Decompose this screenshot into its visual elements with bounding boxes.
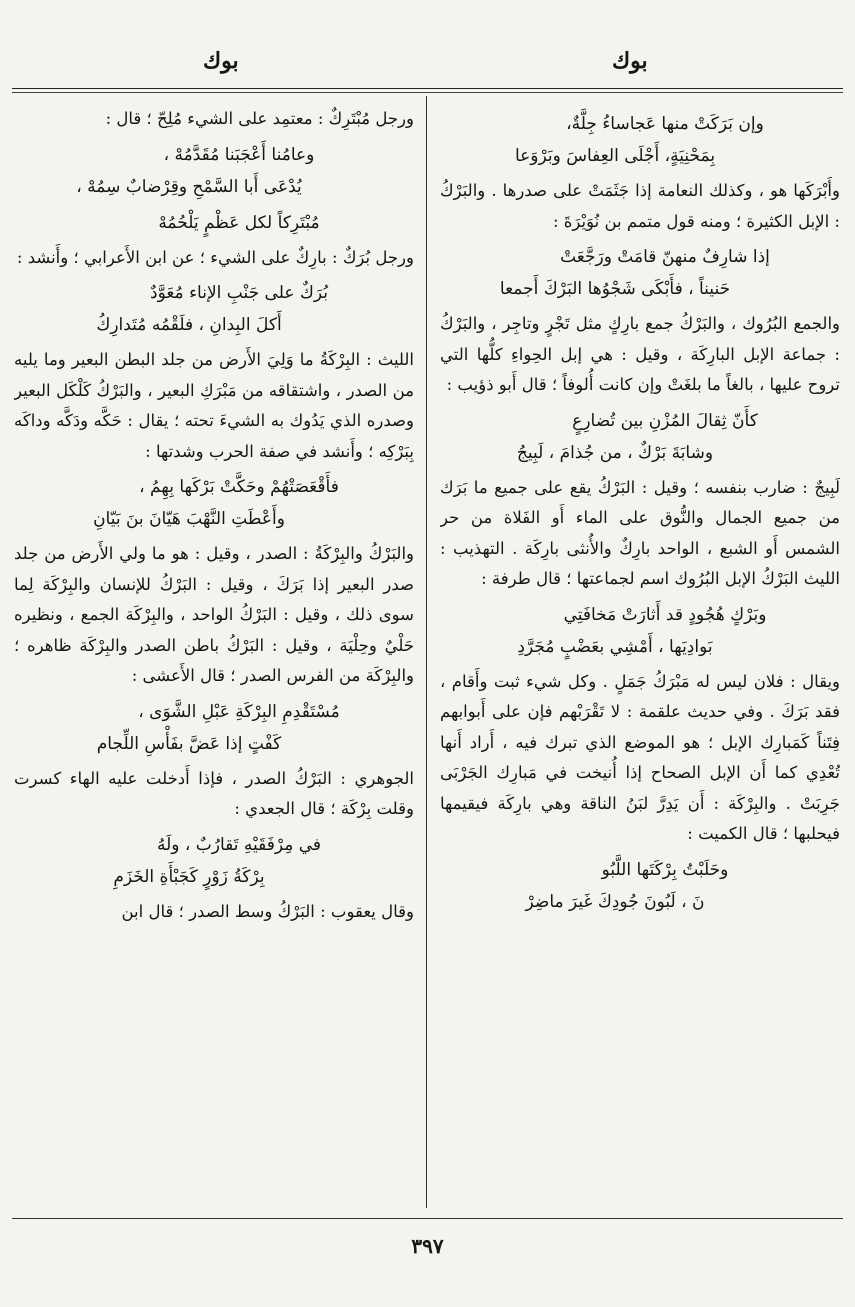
prose-paragraph: الجوهري : البَرْكُ الصدر ، فإذا أَدخلت عليه الهاء كسرت وقلت بِرْكَة ؛ قال الجعدي : <box>14 768 414 818</box>
verse-block <box>440 108 840 172</box>
header-rule-secondary <box>12 92 843 93</box>
verse-block <box>440 854 840 918</box>
verse-line: مُسْتَقْدِمِ البِرْكَةِ عَبْلِ الشَّوَى ، <box>138 701 340 722</box>
verse-line: وعامُنا أَعْجَبَنا مُقَدَّمُهْ ، <box>163 144 315 165</box>
verse-line: حَنيناً ، فأَبْكَى شَجْوُها البَرْكَ أَجمعا <box>499 279 731 299</box>
verse-line: وأَعْطَتِ النَّهْبَ هَيّانَ بنَ بَيّانِ <box>93 509 285 529</box>
verse-line: نَ ، لَبُونَ جُودِكَ غَيرَ ماضِرْ <box>525 891 705 912</box>
prose-paragraph: ورجل بُرَكٌ : بارِكٌ على الشيء ؛ عن ابن الأَعرابي ؛ وأَنشد : <box>16 247 414 267</box>
footer-rule <box>12 1218 843 1219</box>
verse-line: بَوادِيَها ، أَمْشِي بعَضْبٍ مُجَرَّدِ <box>517 636 713 657</box>
right-column <box>440 104 840 1210</box>
prose-paragraph: وقال يعقوب : البَرْكُ وسط الصدر ؛ قال ابن <box>121 901 414 921</box>
verse-block <box>440 599 840 663</box>
verse-line: وشابَةَ بَرْكٌ ، من جُذامَ ، لَبِيجُ <box>516 442 714 463</box>
verse-line: وإن بَرَكَتْ منها عَجاساءُ جِلَّةٌ، <box>566 114 764 134</box>
running-header-left: بوك <box>203 48 239 74</box>
prose-paragraph: وأَبْرَكَها هو ، وكذلك النعامة إذا جَثَمَتْ على صدرها . والبَرْكُ : الإبل الكثيرة ؛ ومنه قول متمم بن نُوَيْرَةَ : <box>440 181 840 231</box>
verse-block <box>14 207 414 239</box>
prose-paragraph: والبَرْكُ والبِرْكَةُ : الصدر ، وقيل : هو ما ولي الأَرض من جلد صدر البعير إذا بَرَكَ ، وقيل : البَرْكُ للإنسان والبِرْكَة لِما سوى ذلك ، وقيل : البَرْكُ الواحد ، والبِرْكَة الجمع ، ونظيره حَلْيٌ وحِلْيَة ، وقيل : البَرْكُ باطن الصدر والبِرْكَة ظاهره ؛ والبِرْكَة من الفرس الصدر ؛ قال الأَعشى : <box>14 544 414 685</box>
column-divider <box>426 96 427 1208</box>
verse-block <box>14 696 414 760</box>
verse-block <box>440 241 840 305</box>
page-number: ٣٩٧ <box>411 1234 444 1258</box>
header-rule <box>12 88 843 89</box>
left-column <box>14 104 414 1210</box>
verse-line: بِرْكَةُ زَوْرٍ كَجَبْأَةِ الخَزَمِ <box>113 866 265 887</box>
verse-line: وحَلَبْتُ بِرْكَتَها اللَّبُو <box>601 859 729 880</box>
verse-line: بُرَكٌ على جَنْبِ الإناء مُعَوَّدٌ <box>150 283 328 303</box>
verse-line: إذا شارِفٌ منهنّ قامَتْ ورَجَّعَتْ <box>560 247 770 267</box>
verse-line: مُبْتَرِكاً لكل عَظْمٍ يَلْحُمُهْ <box>158 212 320 233</box>
prose-paragraph: والجمع البُرُوك ، والبَرْكُ جمع بارِكٍ مثل تَجْرٍ وتاجِر ، والبَرْكُ : جماعة الإبل البارِكَة ، وقيل : هي إبل الحِواءِ كلُّها التي تروح عليها ، بالغاً ما بلغَتْ وإن كانت أُلوفاً ؛ قال أَبو ذؤيب : <box>440 314 840 394</box>
verse-line: وبَرْكٍ هُجُودٍ قد أَثارَتْ مَخافَتِي <box>563 604 767 625</box>
verse-line: يُدْعَى أَبا السَّمْحِ وقِرْضابٌ سِمُهْ ، <box>76 176 302 197</box>
verse-block <box>14 471 414 535</box>
verse-line: كأَنّ ثِقالَ المُزْنِ بين تُضارِعٍ <box>572 410 758 431</box>
prose-paragraph: الليث : البِرْكَةُ ما وَلِيَ الأَرض من جلد البطن البعير وما يليه من الصدر ، واشتقاقه من مَبْرَكِ البعير ، والبَرْكُ كَلْكَل البعير وصدره الذي يَدُوك به الشيءَ تحته ؛ يقال : حَكَّه ودَكَّه وداكَه بِبَرْكِه ؛ وأَنشد في صفة الحرب وشدتها : <box>14 350 414 461</box>
prose-paragraph: لَبِيجٌ : ضارب بنفسه ؛ وقيل : البَرْكُ يقع على جميع ما بَرَك من جميع الجمال والنُّوق على الماء أَو الفَلاة من حر الشمس أَو الشبع ، الواحد بارِكٌ والأُنثى بارِكَة . التهذيب : الليث البَرْكُ الإبل البُرُوك اسم لجماعتها ؛ قال طرفة : <box>440 477 840 588</box>
verse-block <box>14 139 414 203</box>
verse-line: في مِرْفَقَيْهِ تَقارُبٌ ، ولَهُ <box>156 834 322 855</box>
running-header-right: بوك <box>612 48 648 74</box>
verse-line: أَكلَ البِدانِ ، فلَقْمُه مُتَدارِكُ <box>96 315 282 335</box>
verse-block <box>14 277 414 341</box>
verse-block <box>14 829 414 893</box>
verse-line: كَفْتٍ إذا عَضَّ بفَأْسِ اللِّجام <box>96 733 282 754</box>
verse-block <box>440 405 840 469</box>
verse-line: بِمَحْنِيَةٍ، أَجْلَى العِفاسَ وبَرْوَعا <box>514 146 716 166</box>
verse-line: فأَقْعَصَتْهُمْ وحَكَّتْ بَرْكَها بِهِمُ ، <box>139 477 339 497</box>
prose-paragraph: ويقال : فلان ليس له مَبْرَكُ جَمَلٍ . وكل شيء ثبت وأَقام ، فقد بَرَكَ . وفي حديث علقمة : لا تَقْرَبْهم فإن على أَبوابهم فِتَناً كَمَبارِك الإبل ؛ هو الموضع الذي تبرك فيه ، أَراد أَنها تُعْدِي كما أَن الإبل الصحاح إذا أُنيخت في مَبارِك الجَرْبَى جَرِبَتْ . والبِرْكَة : أَن يَدِرَّ لبَنُ الناقة وهي بارِكَة فيقيمها فيحلبها ؛ قال الكميت : <box>440 671 840 843</box>
prose-paragraph: ورجل مُبْتَرِكٌ : معتمِد على الشيء مُلِحّ ؛ قال : <box>105 109 414 128</box>
